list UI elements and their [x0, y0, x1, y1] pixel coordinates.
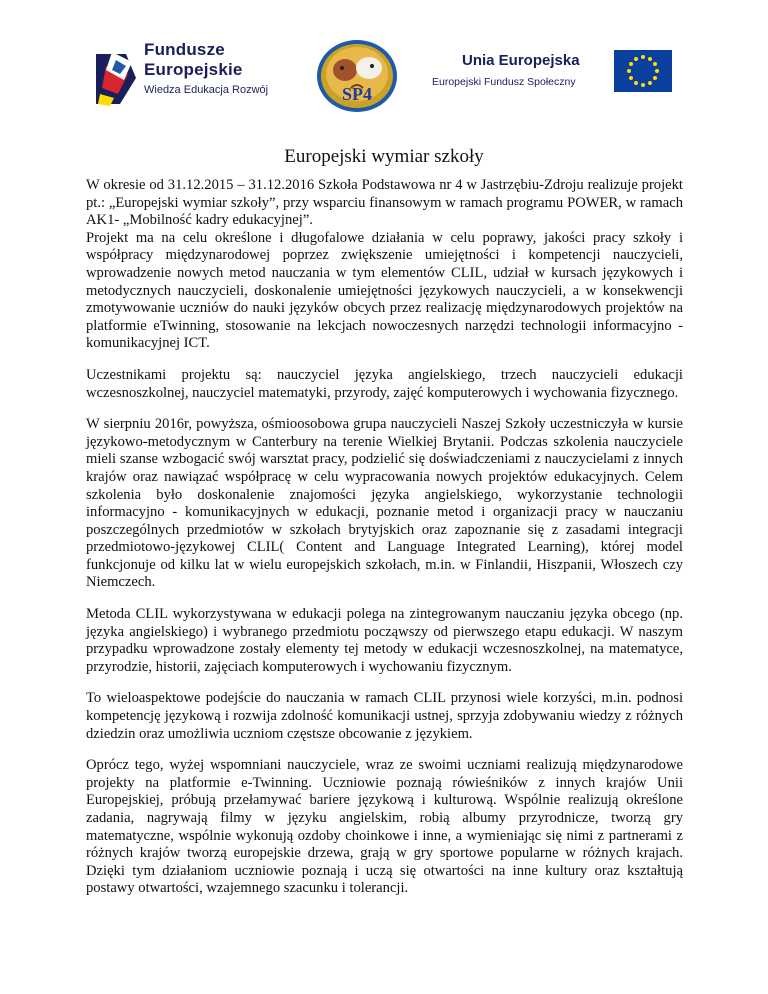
unia-europejska-text: [432, 52, 580, 89]
paragraph: To wieloaspektowe podejście do nauczania w ramach CLIL przynosi wiele korzyści, m.in. podnosi kompetencję językową i rozwija zdolność komunikacji ustnej, sprzyja zdobywaniu wiedzy z różnych dziedzin oraz umożliwia uczniom częstsze obcowanie z językiem.: [86, 690, 683, 742]
paragraph: Metoda CLIL wykorzystywana w edukacji polega na zintegrowanym nauczaniu języka obcego (np. języka angielskiego) i wybranego przedmiotu począwszy od pierwszego etapu edukacji. W naszym przypadku wprowadzone zostały elementy tej metody w edukacji wczesnoszkolnej, na matematyce, przyrodzie, historii, zajęciach komputerowych i wychowaniu fizycznym.: [86, 606, 683, 675]
paragraph: W sierpniu 2016r, powyższa, ośmioosobowa grupa nauczycieli Naszej Szkoły uczestniczyła w kursie językowo-metodycznym w Canterbury na terenie Wielkiej Brytanii. Podczas szkolenia nauczyciele mieli szanse wzbogacić swój warsztat pracy, podzielić się doświadczeniami z nauczycielami z innych krajów oraz nawiązać współpracę w celu wypracowania nowych projektów edukacyjnych. Celem szkolenia było doskonalenie znajomości języka angielskiego, wykorzystanie technologii informacyjno - komunikacyjnych w edukacji, poznanie metod i organizacji pracy w nauczaniu poszczególnych przedmiotów w szkołach brytyjskich oraz zapoznanie się z zasadami integracji przedmiotowo-językowej CLIL( Content and Language Integrated Learning), której model funkcjonuje od kilku lat w wielu europejskich szkołach, m.in. w Finlandii, Hiszpanii, Włoszech czy Niemczech.: [86, 416, 683, 591]
fe-line-3: Wiedza Edukacja Rozwój: [144, 84, 269, 96]
paragraph: Oprócz tego, wyżej wspomniani nauczyciele, wraz ze swoimi uczniami realizują międzynarodowe projekty na platformie e-Twinning. Uczniowie poznają rówieśników z innych krajów Unii Europejskiej, próbują przełamywać bariere językową i kulturową. Wspólnie realizują określone zadania, nagrywają filmy w języku angielskim, robią albumy przyrodnicze, tworzą gry matematyczne, wspólnie wykonują ozdoby choinkowe i inne, a wymieniając się nimi z partnerami z różnych krajów tworzą europejskie drzewa, grają w gry sportowe popularne w różnych krajach. Dzięki tym działaniom uczniowie poznają i uczą się otwartości na inne kultury oraz kształtują postawy otwartości, wzajemnego szacunku i tolerancji.: [86, 757, 683, 897]
school-sp4-logo: [315, 38, 399, 114]
paragraph: Projekt ma na celu określone i długofalowe działania w celu poprawy, jakości pracy szkoły i współpracy międzynarodowej poprzez zwiększenie umiejętności i kompetencji nauczycieli, wprowadzenie nowych metod nauczania w tym elementów CLIL, udział w kursach językowych i metodycznych nauczycieli, doskonalenie umiejętności językowych nauczycieli, a w konsekwencji zmotywowanie uczniów do nauki języków obcych przez realizację międzynarodowych projektów na platformie eTwinning, stosowanie na lekcjach nowoczesnych narzędzi technologii informacyjno - komunikacyjnej ICT.: [86, 229, 683, 352]
fundusze-europejskie-emblem-icon: [92, 44, 138, 110]
eu-flag-icon: [614, 50, 672, 92]
fe-line-2: Europejskie: [144, 60, 243, 79]
fe-line-1: Fundusze: [144, 40, 225, 59]
logo-header: [0, 38, 768, 118]
document-title: Europejski wymiar szkoły: [284, 146, 484, 167]
fundusze-europejskie-text: [144, 40, 268, 98]
unia-europejska-logo: [432, 52, 672, 106]
paragraph: W okresie od 31.12.2015 – 31.12.2016 Szkoła Podstawowa nr 4 w Jastrzębiu-Zdroju realizuje projekt pt.: „Europejski wymiar szkoły”, przy wsparciu finansowym w ramach programu POWER, w ramach AK1- „Mobilność kadry edukacyjnej”.: [86, 177, 683, 229]
fundusze-europejskie-logo: [92, 40, 302, 112]
ue-line-1: Unia Europejska: [462, 52, 580, 69]
school-badge-text: SP4: [341, 84, 372, 104]
document-body: [86, 177, 683, 912]
paragraph: Uczestnikami projektu są: nauczyciel języka angielskiego, trzech nauczycieli edukacji wczesnoszkolnej, nauczyciel matematyki, przyrody, zajęć komputerowych i wychowania fizycznego.: [86, 366, 683, 401]
ue-line-2: Europejski Fundusz Społeczny: [432, 76, 576, 88]
